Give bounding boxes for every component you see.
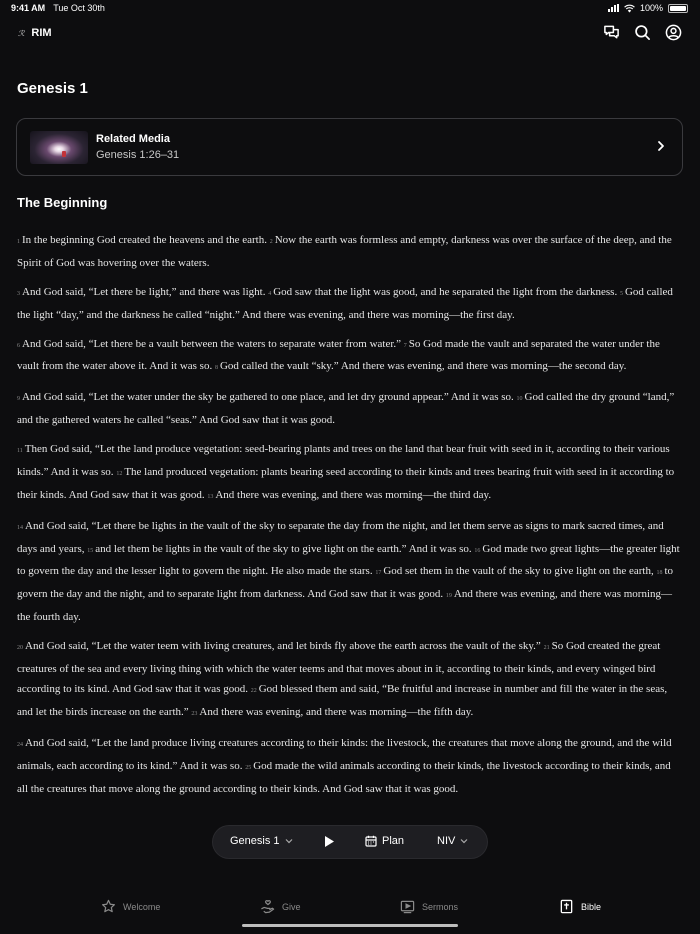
verse-text[interactable]: So God made the vault and separated the water under the vault from the water above it. And it was so. <box>17 337 660 373</box>
verse-number[interactable]: 11 <box>17 448 23 455</box>
verse-text[interactable]: Now the earth was formless and empty, darkness was over the surface of the deep, and the Spirit of God was hovering over the waters. <box>17 234 672 269</box>
scripture-paragraph <box>17 387 681 431</box>
related-media-title: Related Media <box>96 133 170 145</box>
verse-text[interactable]: God made two great lights—the greater light to govern the day and the lesser light to govern the night. He also made the stars. <box>17 542 680 578</box>
verse-text[interactable]: In the beginning God created the heavens and the earth. <box>22 234 270 246</box>
verse-text[interactable]: God called the dry ground “land,” and the gathered waters he called “seas.” And God saw that it was good. <box>17 391 675 427</box>
wifi-icon <box>624 4 635 13</box>
verse-number[interactable]: 9 <box>17 396 20 403</box>
plan-label: Plan <box>382 835 405 847</box>
media-thumbnail <box>30 131 88 164</box>
verse-text[interactable]: Then God said, “Let the land produce vegetation: seed-bearing plants and trees on the land that bear fruit with seed in it, according to their various kinds.” And it was so. <box>17 443 670 478</box>
scripture-paragraph <box>17 733 681 799</box>
account-icon[interactable] <box>665 24 682 41</box>
verse-text[interactable]: And there was evening, and there was morning—the fifth day. <box>199 706 474 719</box>
tab-label: Bible <box>581 901 602 912</box>
scripture-paragraph <box>17 516 681 628</box>
verse-number[interactable]: 14 <box>17 524 23 531</box>
verse-number[interactable]: 20 <box>17 644 23 651</box>
scripture-paragraph <box>17 439 681 507</box>
verse-number[interactable]: 8 <box>214 365 218 372</box>
verse-text[interactable]: And God said, “Let the water teem with living creatures, and let birds fly above the earth across the vault of the sky.” <box>25 639 544 652</box>
status-time: 9:41 AM <box>11 3 46 13</box>
battery-icon <box>668 4 688 13</box>
verse-number[interactable]: 10 <box>516 396 523 403</box>
plan-button[interactable] <box>365 835 404 847</box>
bible-icon <box>559 899 574 914</box>
verse-text[interactable]: And there was evening, and there was morning—the third day. <box>215 488 492 501</box>
verse-text[interactable]: God saw that the light was good, and he separated the light from the darkness. <box>273 285 620 298</box>
verse-number[interactable]: 21 <box>543 644 550 651</box>
status-date: Tue Oct 30th <box>53 3 105 13</box>
page-title: Genesis 1 <box>17 80 88 97</box>
logo-text: RIM <box>31 27 52 39</box>
verse-number[interactable]: 5 <box>619 290 623 297</box>
verse-number[interactable]: 24 <box>17 742 23 749</box>
tab-bible[interactable] <box>559 899 601 914</box>
search-icon[interactable] <box>634 24 651 41</box>
verse-text[interactable]: God set them in the vault of the sky to give light on the earth, <box>383 565 657 578</box>
verse-number[interactable]: 7 <box>403 342 407 349</box>
verse-number[interactable]: 25 <box>245 765 252 772</box>
verse-number[interactable]: 2 <box>269 239 273 245</box>
sermons-icon <box>400 899 415 914</box>
verse-text[interactable]: to govern the day and the night, and to separate light from darkness. And God saw that it was good. <box>17 565 674 601</box>
verse-text[interactable]: So God created the great creatures of the sea and every living thing with which the water teems and that moves about in it, according to their kinds, and every winged bird according to its kind. And God saw that it was good. <box>17 639 661 696</box>
tab-label: Sermons <box>422 901 459 912</box>
reader-toolbar <box>213 826 487 858</box>
scripture-paragraph <box>17 230 681 274</box>
play-button[interactable] <box>323 835 335 848</box>
tab-welcome[interactable] <box>101 899 160 914</box>
verse-number[interactable]: 3 <box>17 290 20 297</box>
play-icon <box>323 835 335 848</box>
status-bar <box>0 0 700 16</box>
chapter-label: Genesis 1 <box>230 835 280 847</box>
calendar-icon <box>365 835 377 847</box>
scripture-paragraph <box>17 636 681 725</box>
verse-number[interactable]: 23 <box>191 711 198 718</box>
verse-number[interactable]: 16 <box>474 547 481 554</box>
home-indicator <box>242 924 458 927</box>
verse-text[interactable]: And there was evening, and there was morning—the fourth day. <box>17 588 673 623</box>
chat-icon[interactable] <box>603 24 620 41</box>
verse-number[interactable]: 15 <box>87 547 94 554</box>
version-selector[interactable] <box>437 835 468 847</box>
verse-number[interactable]: 22 <box>250 688 257 695</box>
chapter-selector[interactable] <box>230 835 293 847</box>
battery-percent: 100% <box>639 3 663 13</box>
section-heading: The Beginning <box>17 195 108 210</box>
related-media-card[interactable] <box>16 118 683 176</box>
verse-number[interactable]: 19 <box>445 593 452 600</box>
verse-text[interactable]: and let them be lights in the vault of the sky to give light on the earth.” And it was so. <box>95 542 475 555</box>
verse-text[interactable]: God called the vault “sky.” And there was evening, and there was morning—the second day. <box>219 360 627 373</box>
cellular-signal-icon <box>608 4 619 12</box>
verse-number[interactable]: 12 <box>116 470 123 477</box>
scripture-paragraph <box>17 334 681 380</box>
verse-number[interactable]: 4 <box>268 290 272 297</box>
tab-give[interactable] <box>260 899 301 914</box>
verse-number[interactable]: 6 <box>17 342 20 349</box>
verse-text[interactable]: God blessed them and said, “Be fruitful and increase in number and fill the water in the seas, and let the birds increase on the earth.” <box>17 683 668 719</box>
scripture-paragraph <box>17 282 681 326</box>
verse-text[interactable]: And God said, “Let there be a vault between the waters to separate water from water.” <box>22 337 404 350</box>
give-icon <box>260 899 275 914</box>
star-icon <box>101 899 116 914</box>
verse-text[interactable]: The land produced vegetation: plants bearing seed according to their kinds and trees bearing fruit with seed in it according to their kinds. And God saw that it was good. <box>17 465 675 501</box>
verse-text[interactable]: God made the wild animals according to their kinds, the livestock according to their kinds, and all the creatures that move along the ground according to their kinds. And God saw that it was good. <box>17 760 671 795</box>
verse-number[interactable]: 1 <box>17 239 20 245</box>
logo-mark-icon: ℛ <box>18 28 24 38</box>
chevron-down-icon <box>460 837 468 845</box>
verse-text[interactable]: And God said, “Let the water under the sky be gathered to one place, and let dry ground appear.” And it was so. <box>22 391 517 404</box>
verse-text[interactable]: God called the light “day,” and the darkness he called “night.” And there was evening, and there was morning—the first day. <box>17 285 673 321</box>
chevron-right-icon <box>654 139 668 153</box>
scripture-text <box>17 230 681 808</box>
verse-text[interactable]: And God said, “Let there be lights in the vault of the sky to separate the day from the night, and let them serve as signs to mark sacred times, and days and years, <box>17 519 664 555</box>
tab-label: Welcome <box>123 901 161 912</box>
version-label: NIV <box>437 835 456 847</box>
tab-sermons[interactable] <box>400 899 458 914</box>
chevron-down-icon <box>285 837 293 845</box>
tab-label: Give <box>282 901 301 912</box>
verse-text[interactable]: And God said, “Let the land produce living creatures according to their kinds: the livestock, the creatures that move along the ground, and the wild animals, each according to its kind.” And it was so. <box>17 737 672 773</box>
verse-number[interactable]: 13 <box>207 493 214 500</box>
verse-text[interactable]: And God said, “Let there be light,” and there was light. <box>22 285 269 298</box>
verse-number[interactable]: 18 <box>656 570 663 577</box>
verse-number[interactable]: 17 <box>375 570 382 577</box>
app-logo[interactable] <box>18 27 52 39</box>
app-header <box>0 22 700 46</box>
related-media-reference: Genesis 1:26–31 <box>96 149 180 161</box>
